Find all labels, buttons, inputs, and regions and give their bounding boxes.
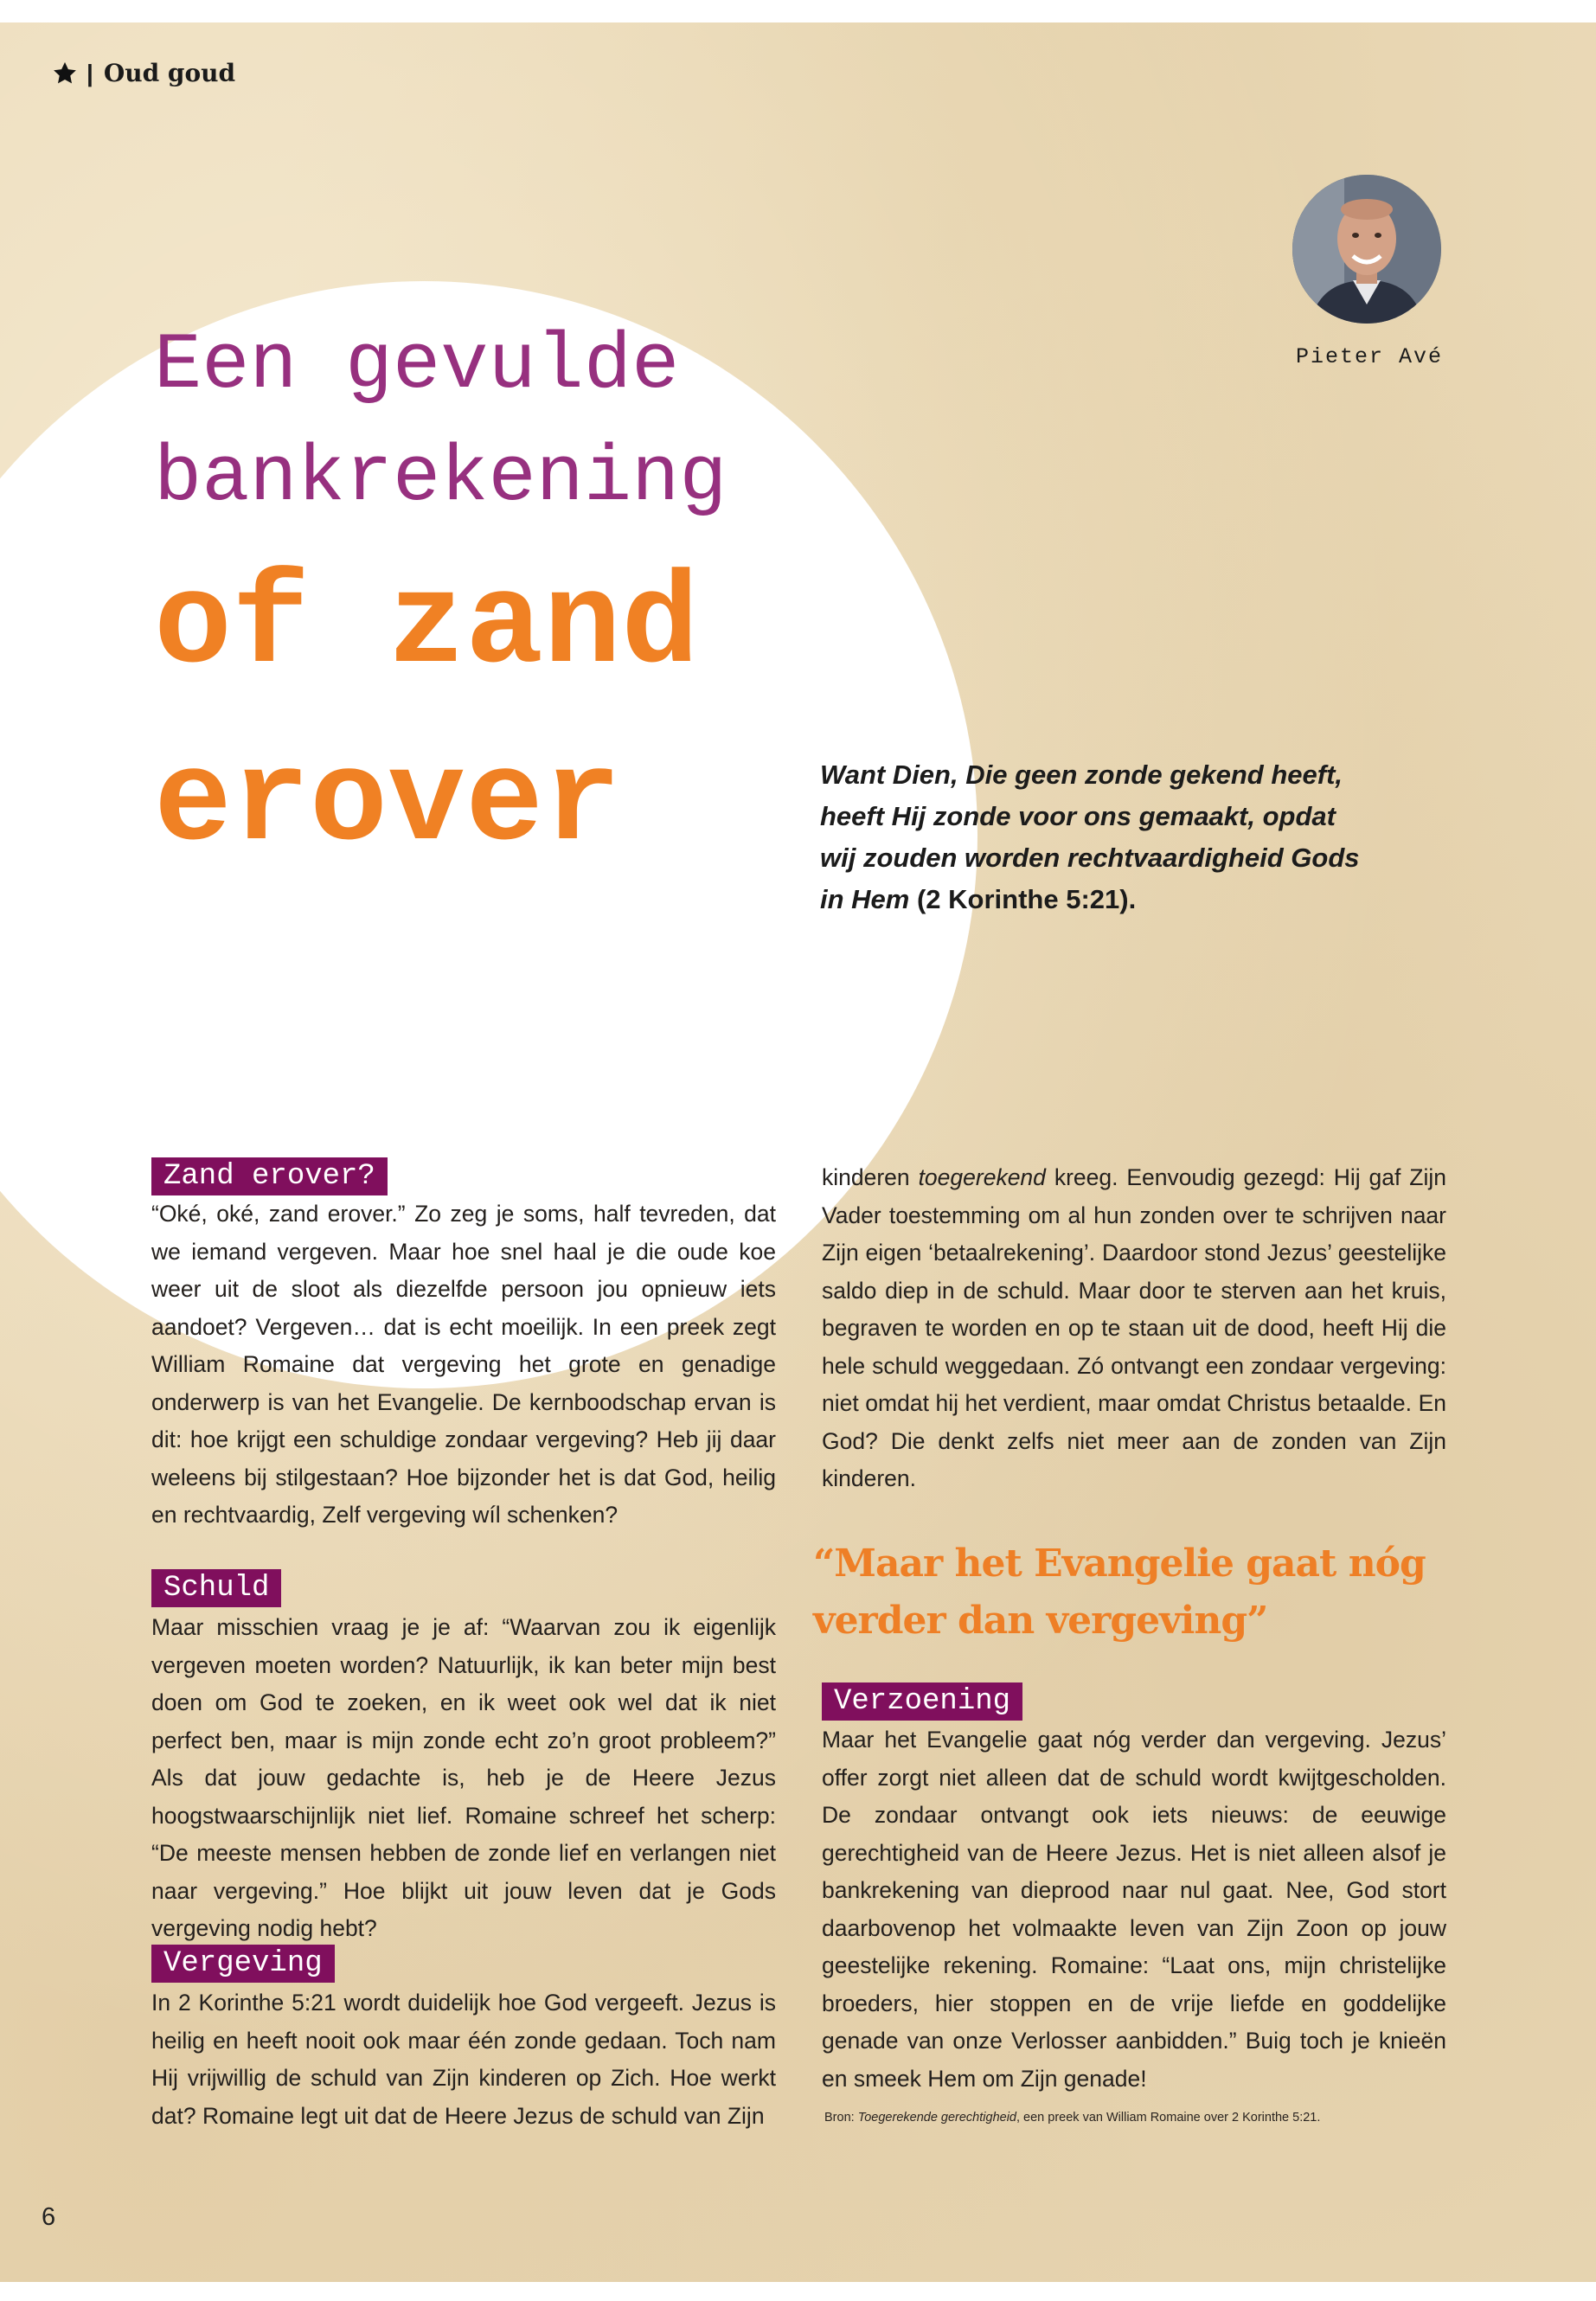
- subhead-verzoening: Verzoening: [822, 1682, 1022, 1721]
- source-title: Toegerekende gerechtigheid: [857, 2111, 1016, 2125]
- scripture-text: Want Dien, Die geen zonde gekend heeft, heeft Hij zonde voor ons gemaakt, opdat wij zouden worden rechtvaardigheid Gods in Hem: [820, 760, 1360, 914]
- right-column-verzoening: [822, 1721, 1446, 2098]
- section-separator: |: [87, 59, 93, 87]
- source-note: [824, 2111, 1482, 2125]
- page-top-margin: [0, 0, 1596, 22]
- paragraph-vergeving: In 2 Korinthe 5:21 wordt duidelijk hoe God vergeeft. Jezus is heilig en heeft nooit ook maar één zonde gedaan. Toch nam Hij vrijwillig de schuld van Zijn kinderen op Zich. Hoe werkt dat? Romaine legt uit dat de Heere Jezus de schuld van Zijn: [151, 1990, 776, 2129]
- star-icon: [52, 61, 78, 87]
- title-line-4: erover: [154, 731, 622, 878]
- paragraph-continuation: [822, 1159, 1446, 1498]
- author-photo: [1292, 175, 1441, 324]
- paragraph-zand-erover: “Oké, oké, zand erover.” Zo zeg je soms, half tevreden, dat we iemand vergeven. Maar hoe snel haal je die oude koe weer uit de sloot als diezelfde persoon jou opnieuw iets aandoet? Vergeven… dat is echt moeilijk. In een preek zegt William Romaine dat vergeving het grote en genadige onderwerp is van het Evangelie. De kernboodschap ervan is dit: hoe krijgt een schuldige zondaar vergeving? Heb jij daar weleens bij stilgestaan? Hoe bijzonder het is dat God, heilig en rechtvaardig, Zelf vergeving wíl schenken?: [151, 1201, 776, 1528]
- page-number: 6: [42, 2203, 56, 2231]
- continuation-start: kinderen: [822, 1164, 910, 1190]
- section-label: [52, 59, 235, 87]
- pull-quote: “Maar het Evangelie gaat nóg verder dan vergeving”: [813, 1541, 1426, 1643]
- title-line-1: Een gevulde: [154, 320, 680, 411]
- section-name: Oud goud: [103, 59, 236, 87]
- paragraph-schuld: Maar misschien vraag je je af: “Waarvan zou ik eigenlijk vergeven moeten worden? Natuurlijk, ik kan beter mijn best doen om God te zoeken, en ik weet ook wel dat ik niet perfect ben, maar is mijn zonde echt zo’n groot probleem?” Als dat jouw gedachte is, heb je de Heere Jezus hoogstwaarschijnlijk niet lief. Romaine schreef het scherp: “De meeste mensen hebben de zonde lief en verlangen niet naar vergeving.” Hoe blijkt uit jouw leven dat je Gods vergeving nodig hebt?: [151, 1614, 776, 1941]
- page-bottom-margin: [0, 2282, 1596, 2301]
- left-column: [151, 1195, 776, 1535]
- scripture-quote: [820, 754, 1374, 920]
- scripture-reference: (2 Korinthe 5:21).: [916, 884, 1137, 914]
- left-column-schuld: [151, 1609, 776, 1948]
- paragraph-verzoening: Maar het Evangelie gaat nóg verder dan vergeving. Jezus’ offer zorgt niet alleen dat de schuld wordt kwijtgescholden. De zondaar ontvangt ook iets nieuws: de eeuwige gerechtigheid van de Heere Jezus. Het is niet alleen alsof je bankrekening van dieprood naar nul gaat. Nee, God stort daarbovenop het volmaakte leven van Zijn Zoon op jouw geestelijke rekening. Romaine: “Laat ons, mijn christelijke broeders, hier stoppen en de vrije liefde en goddelijke genade van onze Verlosser aanbidden.” Buig toch je knieën en smeek Hem om Zijn genade!: [822, 1727, 1446, 2092]
- continuation-rest: kreeg. Eenvoudig gezegd: Hij gaf Zijn Vader toestemming om al hun zonden over te schrijven naar Zijn eigen ‘betaalrekening’. Daardoor stond Jezus’ geestelijke saldo diep in de schuld. Maar door te sterven aan het kruis, begraven te worden en op te staan uit de dood, heeft Hij die hele schuld weggedaan. Zó ontvangt een zondaar vergeving: niet omdat hij het verdient, maar omdat Christus betaalde. En God? Die denkt zelfs niet meer aan de zonden van Zijn kinderen.: [822, 1164, 1446, 1491]
- title-line-3: of zand: [154, 554, 700, 701]
- source-suffix: , een preek van William Romaine over 2 Korinthe 5:21.: [1016, 2111, 1321, 2125]
- continuation-italic: toegerekend: [918, 1164, 1046, 1190]
- title-line-2: bankrekening: [154, 433, 727, 523]
- subhead-zand-erover: Zand erover?: [151, 1157, 388, 1195]
- right-column: [822, 1159, 1446, 1498]
- left-column-vergeving: [151, 1984, 776, 2135]
- subhead-schuld: Schuld: [151, 1569, 281, 1607]
- subhead-vergeving: Vergeving: [151, 1945, 335, 1983]
- source-prefix: Bron:: [824, 2111, 855, 2125]
- author-name: Pieter Avé: [1296, 344, 1444, 369]
